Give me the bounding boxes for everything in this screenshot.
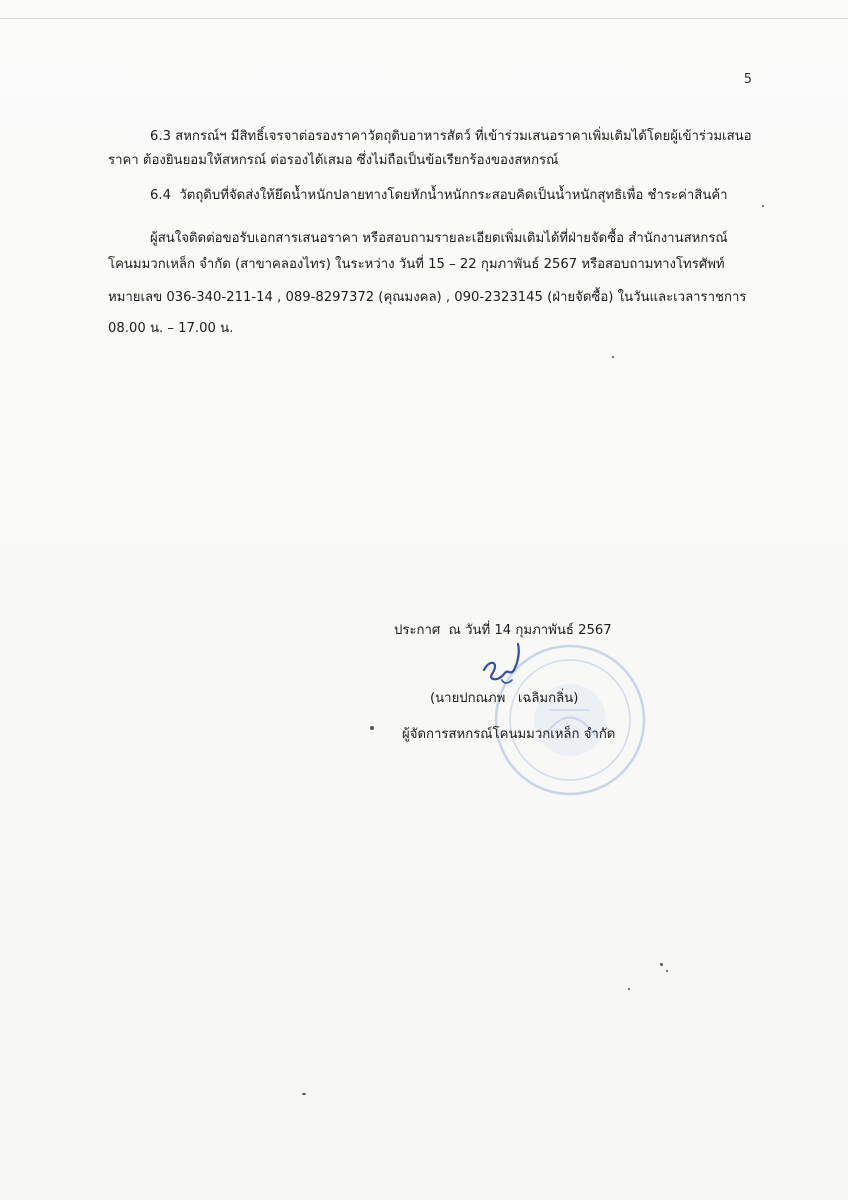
scan-speck: [370, 726, 374, 730]
page-edge-line: [0, 18, 848, 19]
scan-speck: [628, 988, 630, 990]
scan-speck: [612, 356, 614, 358]
page-number: 5: [743, 72, 752, 87]
signer-title: ผู้จัดการสหกรณ์โคนมมวกเหล็ก จำกัด: [402, 727, 616, 742]
signature-mark: [478, 640, 528, 692]
contact-line-1: ผู้สนใจติดต่อขอรับเอกสารเสนอราคา หรือสอบถามรายละเอียดเพิ่มเติมได้ที่ฝ่ายจัดซื้อ สำนักงานสหกรณ์: [150, 231, 728, 246]
announcement-date: ประกาศ ณ วันที่ 14 กุมภาพันธ์ 2567: [394, 623, 612, 638]
scan-speck: [660, 963, 663, 966]
signer-name: (นายปกณภพ เฉลิมกลิ่น): [430, 691, 579, 706]
scan-speck: [302, 1093, 306, 1095]
item-6-3-line-1: 6.3 สหกรณ์ฯ มีสิทธิ์เจรจาต่อรองราคาวัตถุดิบอาหารสัตว์ ที่เข้าร่วมเสนอราคาเพิ่มเติมได้โดยผู้เข้าร่วมเสนอ: [150, 129, 752, 144]
scan-speck: [666, 970, 668, 972]
scan-speck: [762, 205, 764, 207]
contact-line-3: หมายเลข 036-340-211-14 , 089-8297372 (คุณมงคล) , 090-2323145 (ฝ่ายจัดซื้อ) ในวันและเวลาราชการ: [108, 290, 747, 305]
contact-line-4: 08.00 น. – 17.00 น.: [108, 321, 234, 336]
contact-line-2: โคนมมวกเหล็ก จำกัด (สาขาคลองไทร) ในระหว่าง วันที่ 15 – 22 กุมภาพันธ์ 2567 หรือสอบถามทางโทรศัพท์: [108, 257, 725, 272]
item-6-4: 6.4 วัตถุดิบที่จัดส่งให้ยึดน้ำหนักปลายทางโดยหักน้ำหนักกระสอบคิดเป็นน้ำหนักสุทธิเพื่อ ชำระค่าสินค้า: [150, 188, 728, 203]
item-6-3-line-2: ราคา ต้องยินยอมให้สหกรณ์ ต่อรองได้เสมอ ซึ่งไม่ถือเป็นข้อเรียกร้องของสหกรณ์: [108, 153, 559, 168]
